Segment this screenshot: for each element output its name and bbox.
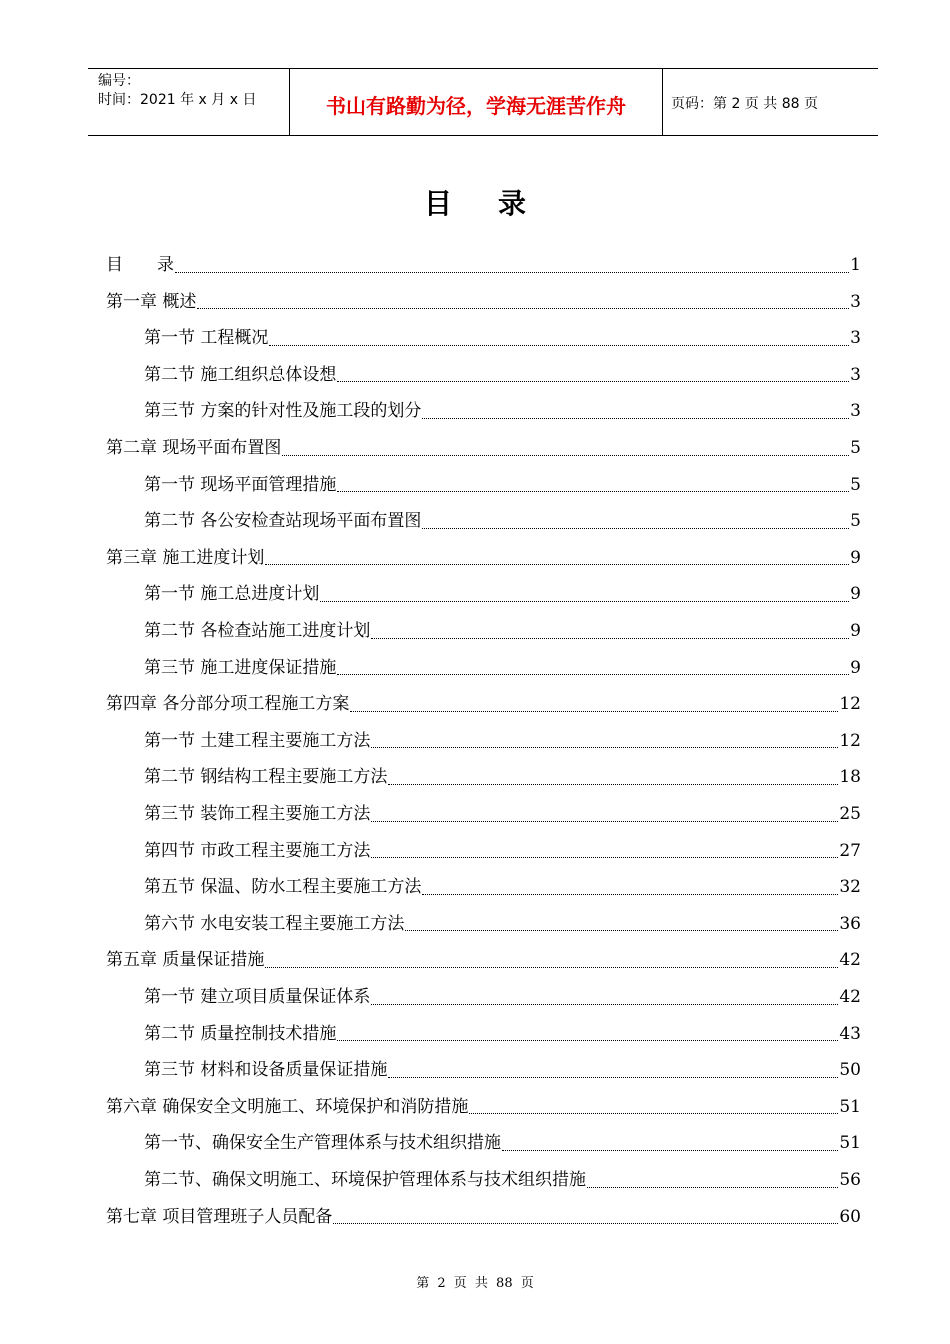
toc-leader-dots — [282, 455, 849, 456]
toc-entry-page: 51 — [839, 1133, 861, 1154]
toc-chapter-entry[interactable] — [106, 250, 861, 280]
toc-entry-page: 5 — [850, 474, 861, 495]
toc-entry-page: 42 — [839, 950, 861, 971]
toc-entry-title: 第三节 装饰工程主要施工方法 — [144, 804, 371, 824]
toc-section-entry[interactable] — [144, 579, 861, 609]
toc-entry-title: 第二节 各检查站施工进度计划 — [144, 621, 371, 641]
toc-entry-title: 第一节 现场平面管理措施 — [144, 474, 337, 495]
toc-leader-dots — [269, 345, 849, 346]
toc-section-entry[interactable] — [144, 653, 861, 683]
toc-section-entry[interactable] — [144, 799, 861, 829]
toc-leader-dots — [405, 930, 838, 931]
toc-entry-title: 第三章 施工进度计划 — [106, 547, 265, 568]
toc-entry-title: 第二节 施工组织总体设想 — [144, 364, 337, 385]
page-footer: 第 2 页 共 88 页 — [416, 1276, 534, 1291]
toc-entry-page: 3 — [850, 401, 861, 422]
toc-leader-dots — [422, 894, 838, 895]
toc-section-entry[interactable] — [144, 1019, 861, 1049]
toc-leader-dots — [422, 418, 849, 419]
toc-entry-title: 第二节 各公安检查站现场平面布置图 — [144, 511, 422, 532]
toc-leader-dots — [371, 638, 849, 639]
toc-section-entry[interactable] — [144, 1055, 861, 1085]
toc-leader-dots — [337, 674, 849, 675]
toc-leader-dots — [333, 1223, 838, 1224]
toc-entry-page: 56 — [839, 1170, 861, 1190]
page-title: 目录 — [423, 187, 572, 220]
toc-section-entry[interactable] — [144, 506, 861, 536]
toc-entry-title: 第一节 建立项目质量保证体系 — [144, 987, 371, 1007]
toc-entry-title: 第二节 质量控制技术措施 — [144, 1023, 337, 1044]
toc-section-entry[interactable] — [144, 726, 861, 756]
toc-entry-title: 第三节 方案的针对性及施工段的划分 — [144, 401, 422, 422]
toc-entry-page: 3 — [850, 328, 861, 349]
toc-section-entry[interactable] — [144, 909, 861, 939]
toc-section-entry[interactable] — [144, 762, 861, 792]
toc-entry-page: 50 — [839, 1060, 861, 1081]
toc-entry-title: 第一章 概述 — [106, 291, 197, 312]
toc-chapter-entry[interactable] — [106, 689, 861, 719]
toc-entry-page: 12 — [839, 694, 861, 715]
toc-entry-page: 42 — [839, 987, 861, 1007]
toc-entry-title: 第一节 施工总进度计划 — [144, 584, 320, 605]
toc-leader-dots — [469, 1113, 838, 1114]
toc-entry-page: 36 — [839, 913, 861, 934]
toc-chapter-entry[interactable] — [106, 543, 861, 573]
header-meta — [88, 69, 289, 135]
toc-entry-title: 第一节 土建工程主要施工方法 — [144, 730, 371, 751]
toc-entry-page: 3 — [850, 364, 861, 385]
toc-entry-page: 12 — [839, 730, 861, 751]
toc-leader-dots — [587, 1187, 838, 1188]
toc-entry-title: 第五章 质量保证措施 — [106, 950, 265, 971]
toc-entry-title: 第二章 现场平面布置图 — [106, 438, 282, 458]
toc-entry-page: 5 — [850, 438, 861, 458]
toc-leader-dots — [337, 491, 849, 492]
toc-chapter-entry[interactable] — [106, 287, 861, 317]
document-number-label: 编号： — [98, 73, 140, 89]
toc-section-entry[interactable] — [144, 1165, 861, 1195]
toc-section-entry[interactable] — [144, 836, 861, 866]
toc-entry-page: 43 — [839, 1023, 861, 1044]
toc-entry-title: 第二节 钢结构工程主要施工方法 — [144, 767, 388, 788]
toc-entry-title: 第二节、确保文明施工、环境保护管理体系与技术组织措施 — [144, 1170, 586, 1190]
toc-leader-dots — [371, 821, 838, 822]
toc-entry-page: 3 — [850, 291, 861, 312]
toc-section-entry[interactable] — [144, 982, 861, 1012]
toc-entry-page: 9 — [850, 621, 861, 641]
toc-section-entry[interactable] — [144, 470, 861, 500]
toc-entry-title: 第四章 各分部分项工程施工方案 — [106, 694, 350, 715]
toc-entry-page: 9 — [850, 547, 861, 568]
toc-entry-page: 9 — [850, 657, 861, 678]
toc-leader-dots — [371, 857, 838, 858]
toc-entry-page: 25 — [839, 804, 861, 824]
toc-entry-page: 32 — [839, 877, 861, 898]
toc-leader-dots — [265, 967, 838, 968]
toc-entry-title: 第三节 材料和设备质量保证措施 — [144, 1060, 388, 1081]
toc-entry-page: 60 — [839, 1206, 861, 1227]
toc-leader-dots — [371, 1004, 838, 1005]
toc-leader-dots — [350, 711, 838, 712]
toc-entry-title: 第七章 项目管理班子人员配备 — [106, 1206, 333, 1227]
toc-leader-dots — [388, 784, 838, 785]
toc-chapter-entry[interactable] — [106, 433, 861, 463]
toc-entry-page: 1 — [850, 255, 861, 275]
document-time-label: 时间：2021 年 x 月 x 日 — [98, 92, 257, 108]
toc-section-entry[interactable] — [144, 323, 861, 353]
toc-leader-dots — [197, 308, 849, 309]
toc-leader-dots — [175, 272, 849, 273]
toc-leader-dots — [265, 564, 849, 565]
toc-leader-dots — [502, 1150, 838, 1151]
toc-section-entry[interactable] — [144, 616, 861, 646]
toc-leader-dots — [320, 601, 849, 602]
toc-entry-title: 第四节 市政工程主要施工方法 — [144, 840, 371, 861]
toc-chapter-entry[interactable] — [106, 945, 861, 975]
toc-entry-title: 第一节 工程概况 — [144, 328, 269, 349]
toc-leader-dots — [388, 1077, 838, 1078]
toc-leader-dots — [337, 1040, 838, 1041]
toc-entry-page: 5 — [850, 511, 861, 532]
toc-chapter-entry[interactable] — [106, 1202, 861, 1232]
toc-section-entry[interactable] — [144, 872, 861, 902]
toc-entry-page: 18 — [839, 767, 861, 788]
toc-chapter-entry[interactable] — [106, 1092, 861, 1122]
toc-section-entry[interactable] — [144, 396, 861, 426]
toc-entry-title: 第一节、确保安全生产管理体系与技术组织措施 — [144, 1133, 501, 1154]
toc-entry-page: 51 — [839, 1096, 861, 1117]
page-header — [88, 68, 878, 136]
toc-entry-page: 9 — [850, 584, 861, 605]
toc-section-entry[interactable] — [144, 360, 861, 390]
header-motto: 书山有路勤为径，学海无涯苦作舟 — [289, 69, 663, 135]
toc-entry-page: 27 — [839, 840, 861, 861]
toc-entry-title: 第六章 确保安全文明施工、环境保护和消防措施 — [106, 1096, 469, 1117]
toc-leader-dots — [371, 747, 838, 748]
toc-entry-title: 第五节 保温、防水工程主要施工方法 — [144, 877, 422, 898]
toc-entry-title: 第三节 施工进度保证措施 — [144, 657, 337, 678]
toc-leader-dots — [422, 528, 849, 529]
toc-leader-dots — [337, 381, 849, 382]
toc-entry-title: 第六节 水电安装工程主要施工方法 — [144, 913, 405, 934]
header-page-info: 页码：第 2 页 共 88 页 — [671, 96, 818, 112]
toc-entry-title: 目 录 — [106, 255, 174, 275]
toc-section-entry[interactable] — [144, 1128, 861, 1158]
